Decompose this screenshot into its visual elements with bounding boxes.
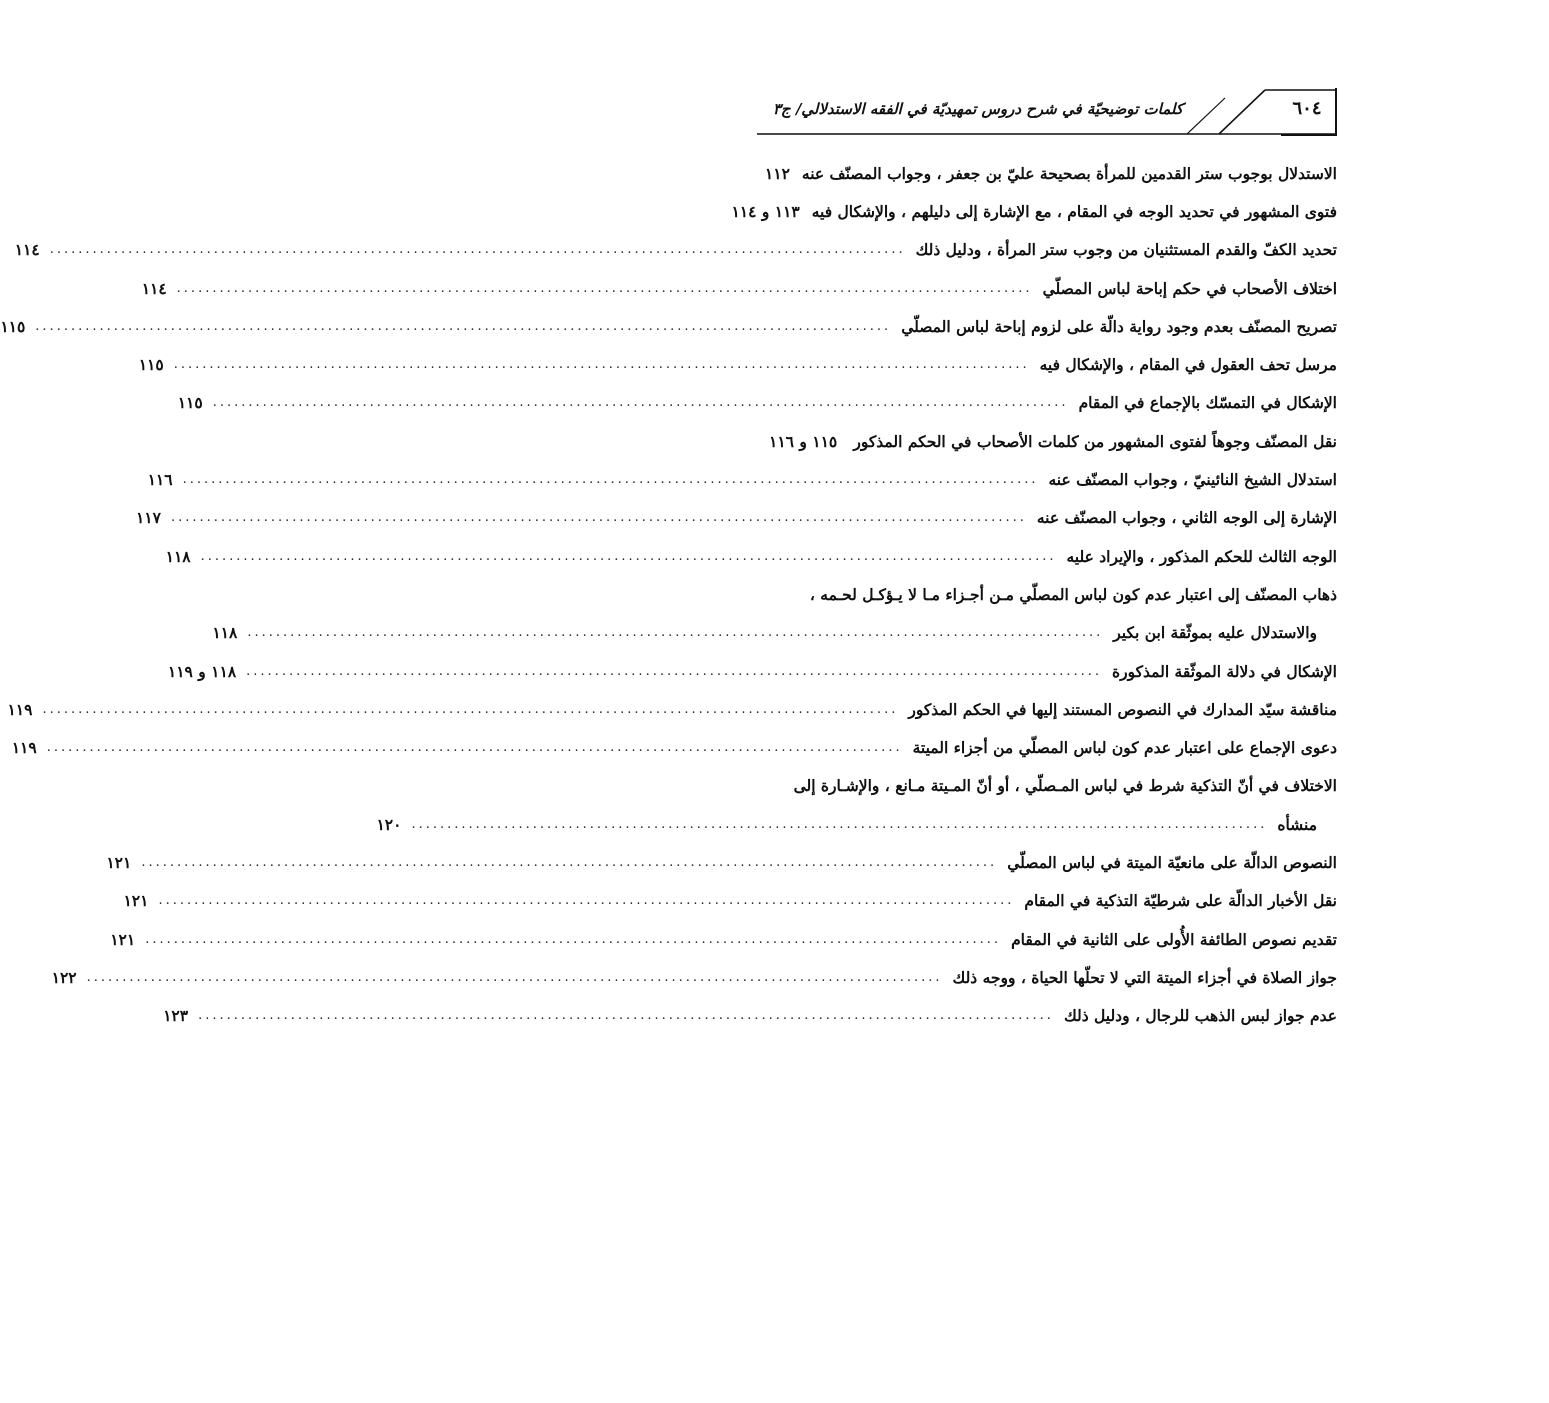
toc-leader-dots: ........................................................................................................................ [247,625,1104,641]
toc-entry [141,269,1337,307]
toc-entry-page: ١١٥ [0,316,26,336]
toc-entry-page: ١١٨ و ١١٩ [167,661,237,681]
toc-leader-dots: ........................................................................................................................ [158,893,1015,909]
toc-entry [106,843,1337,881]
toc-entry [177,384,1337,422]
toc-leader-dots: ........................................................................................................................ [42,701,899,717]
toc-entry-title: عدم جواز لبس الذهب للرجال ، ودليل ذلك [1063,1006,1337,1026]
toc-entry-title: فتوى المشهور في تحديد الوجه في المقام ، مع الإشارة إلى دليلهم ، والإشكال فيه [811,201,1337,221]
toc-leader-dots: ........................................................................................................................ [173,357,1030,373]
toc-leader-dots: ........................................................................................................................ [145,931,1002,947]
toc-leader-dots: ........................................................................................................................ [212,395,1069,411]
toc-entry-page: ١١٦ [147,470,173,490]
toc-entry-page: ١١٤ [14,240,40,260]
toc-entry [110,920,1337,958]
toc-entry [769,422,1337,460]
toc-leader-dots: ........................................................................................................................ [86,969,943,985]
toc-entry-title: والاستدلال عليه بموثّقة ابن بكير [1113,623,1317,643]
toc-leader-dots: ........................................................................................................................ [198,1008,1054,1024]
toc-entry-title: الاستدلال بوجوب ستر القدمين للمرأة بصحيحة عليّ بن جعفر ، وجواب المصنّف عنه [801,163,1337,183]
toc-entry-page: ١٢١ [106,852,132,872]
toc-entry [764,154,1337,192]
toc-entry [769,767,1337,805]
toc-entry [376,805,1337,843]
toc-entry-page: ١٢٢ [51,967,77,987]
toc-entry-title: مناقشة سيّد المدارك في النصوص المستند إليها في الحكم المذكور [908,699,1337,719]
toc-entry-title: تقديم نصوص الطائفة الأُولى على الثانية في المقام [1011,929,1337,949]
toc-entry [123,882,1337,920]
toc-entry-title: دعوى الإجماع على اعتبار عدم كون لباس المصلّي من أجزاء الميتة [912,738,1337,758]
toc-entry [769,575,1337,613]
toc-entry [163,997,1337,1035]
toc-entry [14,231,1337,269]
toc-entry-page: ١١٥ [177,393,203,413]
toc-entry-title: الوجه الثالث للحكم المذكور ، والإيراد عليه [1066,546,1337,566]
toc-leader-dots: ........................................................................................................................ [49,242,906,258]
toc-entry-title: جواز الصلاة في أجزاء الميتة التي لا تحلّها الحياة ، ووجه ذلك [952,967,1337,987]
toc-entry [11,728,1337,766]
toc-leader-dots: ........................................................................................................................ [46,740,903,756]
toc-entry-page: ١١٣ و ١١٤ [731,201,800,221]
toc-entry-page: ١١٥ و ١١٦ [769,431,838,451]
toc-entry-title: مرسل تحف العقول في المقام ، والإشكال فيه [1039,355,1337,375]
toc-entry-title: نقل المصنّف وجوهاً لفتوى المشهور من كلمات الأصحاب في الحكم المذكور [853,431,1337,451]
toc-entry [165,537,1337,575]
toc-entry-page: ١٢٣ [163,1006,189,1026]
toc-entry-title: الإشكال في التمسّك بالإجماع في المقام [1078,393,1337,413]
toc-entry [0,307,1337,345]
toc-entry-page: ١١٩ [7,699,33,719]
page-number: ٦٠٤ [1292,98,1322,119]
toc-leader-dots: ........................................................................................................................ [246,663,1103,679]
toc-entry [7,690,1337,728]
toc-entry-title: الاختلاف في أنّ التذكية شرط في لباس المـصلّي ، أو أنّ المـيتة مـانع ، والإشـارة إلى [793,776,1337,796]
toc-entry-page: ١١٢ [764,163,790,183]
toc-entry-page: ١١٥ [138,355,164,375]
toc-entry-title: الإشارة إلى الوجه الثاني ، وجواب المصنّف عنه [1036,508,1337,528]
toc-leader-dots: ........................................................................................................................ [176,280,1033,296]
toc-leader-dots: ........................................................................................................................ [200,548,1057,564]
toc-entry-title: ذهاب المصنّف إلى اعتبار عدم كون لباس المصلّي مـن أجـزاء مـا لا يـؤكـل لحـمه ، [809,584,1337,604]
toc-entry [212,614,1337,652]
toc-entry-title: نقل الأخبار الدالّة على شرطيّة التذكية في المقام [1024,891,1337,911]
toc-entry-title: منشأه [1277,814,1317,834]
toc-leader-dots: ........................................................................................................................ [170,510,1027,526]
toc-entry [138,345,1337,383]
table-of-contents [0,154,1337,1035]
toc-entry-title: استدلال الشيخ النائينيّ ، وجواب المصنّف عنه [1048,470,1337,490]
toc-entry-page: ١٢١ [123,891,149,911]
toc-entry-page: ١١٨ [212,623,238,643]
running-title: كلمات توضيحيّة في شرح دروس تمهيديّة في الفقه الاستدلالي/ ج٣ [772,100,1183,118]
toc-entry-page: ١١٤ [141,278,167,298]
toc-entry [731,192,1337,230]
toc-leader-dots: ........................................................................................................................ [141,854,998,870]
toc-entry-title: النصوص الدالّة على مانعيّة الميتة في لباس المصلّي [1007,852,1337,872]
toc-entry-page: ١١٩ [11,738,37,758]
toc-leader-dots: ........................................................................................................................ [35,318,892,334]
toc-entry-title: الإشكال في دلالة الموثّقة المذكورة [1112,661,1337,681]
toc-leader-dots: ........................................................................................................................ [182,472,1039,488]
toc-entry-title: اختلاف الأصحاب في حكم إباحة لباس المصلّي [1042,278,1337,298]
toc-entry-page: ١٢٠ [376,814,402,834]
toc-entry-page: ١٢١ [110,929,136,949]
toc-entry [135,499,1337,537]
toc-entry-page: ١١٧ [135,508,161,528]
toc-leader-dots: ........................................................................................................................ [411,816,1268,832]
toc-entry [147,460,1337,498]
toc-entry-page: ١١٨ [165,546,191,566]
toc-entry [167,652,1337,690]
running-header [757,88,1341,140]
toc-entry-title: تحديد الكفّ والقدم المستثنيان من وجوب ستر المرأة ، ودليل ذلك [915,240,1337,260]
toc-entry [51,958,1337,996]
toc-entry-title: تصريح المصنّف بعدم وجود رواية دالّة على لزوم إباحة لباس المصلّي [901,316,1337,336]
